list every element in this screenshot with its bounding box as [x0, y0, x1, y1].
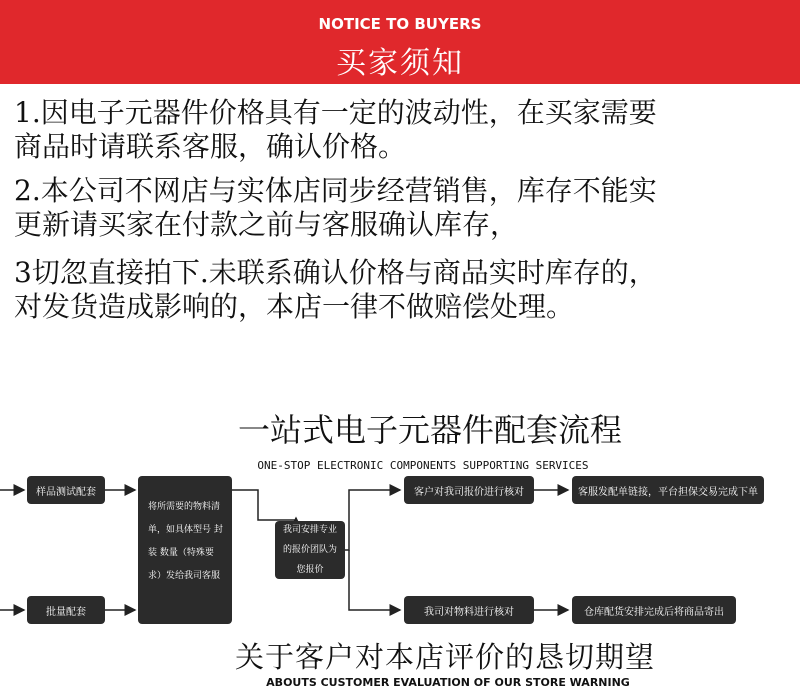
- notice-item-3: 3切忽直接拍下.未联系确认价格与商品实时库存的， 对发货造成影响的，本店一律不做赔偿处理。: [14, 256, 657, 323]
- flow-box-check-material: [404, 596, 534, 624]
- banner-title-zh: 买家须知: [336, 46, 464, 81]
- evaluation-title-en: ABOUTS CUSTOMER EVALUATION OF OUR STORE WARNING: [266, 676, 630, 689]
- flow-title-en: ONE-STOP ELECTRONIC COMPONENTS SUPPORTING SERVICES: [257, 459, 589, 472]
- flow-box-label: 样品测试配套: [36, 486, 96, 498]
- arrow-team-to-check2: [349, 550, 400, 610]
- flow-box-quote-team: [275, 521, 345, 579]
- flow-box-label: 将所需要的物料清单，如具体型号 封装 数量（特殊要求）发给我司客服: [148, 502, 223, 581]
- arrow-list-to-team: [232, 490, 296, 520]
- flow-box-label: 我司安排专业的报价团队为您报价: [282, 525, 337, 575]
- flow-box-check-quote: [404, 476, 534, 504]
- flow-box-label: 客服发配单链接，平台担保交易完成下单: [578, 486, 758, 498]
- flow-box-warehouse-ship: [572, 596, 736, 624]
- flow-box-label: 批量配套: [46, 606, 86, 618]
- notice-item-1: 1.因电子元器件价格具有一定的波动性，在买家需要 商品时请联系客服，确认价格。: [14, 96, 657, 163]
- flow-box-batch: [27, 596, 105, 624]
- flow-box-label: 客户对我司报价进行核对: [414, 486, 524, 498]
- notice-item-2: 2.本公司不网店与实体店同步经营销售，库存不能实 更新请买家在付款之前与客服确认库存，: [14, 174, 657, 241]
- flow-box-order-link: [572, 476, 764, 504]
- flow-box-label: 我司对物料进行核对: [424, 606, 514, 618]
- arrow-team-to-check1: [345, 490, 400, 550]
- notice-banner: [0, 0, 800, 84]
- flow-box-label: 仓库配货安排完成后将商品寄出: [584, 606, 724, 618]
- flow-title-zh: 一站式电子元器件配套流程: [237, 411, 622, 449]
- flow-box-material-list: [138, 476, 232, 624]
- banner-title-en: NOTICE TO BUYERS: [318, 15, 482, 33]
- flow-box-sample-testing: [27, 476, 105, 504]
- evaluation-title-zh: 关于客户对本店评价的恳切期望: [234, 640, 655, 674]
